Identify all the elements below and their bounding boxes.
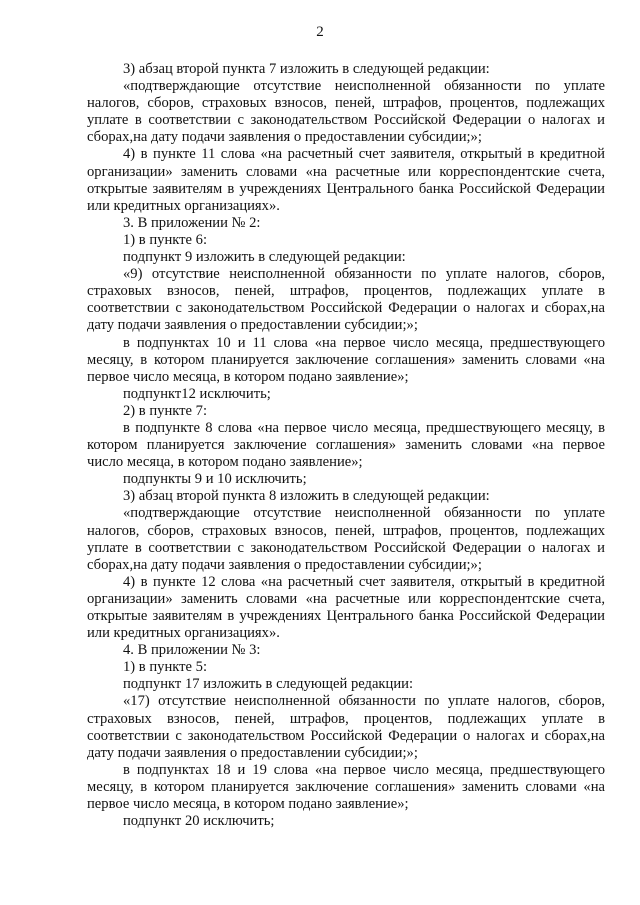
paragraph: в подпунктах 10 и 11 слова «на первое число месяца, предшествующего месяцу, в котором планируется заключение соглашения» заменить словами «на первое число месяца, в котором подано заявление»;: [87, 334, 605, 385]
paragraph: подпункт 9 изложить в следующей редакции:: [123, 249, 406, 266]
paragraph: 3) абзац второй пункта 8 изложить в следующей редакции:: [123, 488, 490, 505]
page-number: 2: [316, 24, 324, 40]
paragraph: подпункт 17 изложить в следующей редакции:: [123, 676, 414, 693]
paragraph: 3. В приложении № 2:: [123, 214, 261, 231]
paragraph: 4) в пункте 12 слова «на расчетный счет заявителя, открытый в кредитной организации» заменить словами «на расчетные или корреспондентские счета, открытые заявителям в учреждениях Центрального банка Российской Федерации или кредитных организациях».: [87, 573, 605, 642]
paragraph: 4. В приложении № 3:: [123, 642, 261, 659]
paragraph: «9) отсутствие неисполненной обязанности по уплате налогов, сборов, страховых взносов, пеней, штрафов, процентов, подлежащих уплате в соответствии с законодательством Российской Федерации о налогах и сборах,на дату подачи заявления о предоставлении субсидии;»;: [87, 266, 605, 334]
paragraph: 1) в пункте 5:: [123, 659, 208, 676]
document-body: [87, 61, 605, 830]
paragraph: подпункты 9 и 10 исключить;: [123, 471, 307, 488]
paragraph: «подтверждающие отсутствие неисполненной обязанности по уплате налогов, сборов, страховых взносов, пеней, штрафов, процентов, подлежащих уплате в соответствии с законодательством Российской Федерации о налогах и сборах,на дату подачи заявления о предоставлении субсидии;»;: [87, 78, 605, 146]
paragraph: 4) в пункте 11 слова «на расчетный счет заявителя, открытый в кредитной организации» заменить словами «на расчетные или корреспондентские счета, открытые заявителям в учреждениях Центрального банка Российской Федерации или кредитных организациях».: [87, 146, 605, 214]
paragraph: в подпункте 8 слова «на первое число месяца, предшествующего месяцу, в котором планируется заключение соглашения» заменить словами «на первое число месяца, в котором подано заявление»;: [87, 419, 605, 471]
paragraph: «17) отсутствие неисполненной обязанности по уплате налогов, сборов, страховых взносов, пеней, штрафов, процентов, подлежащих уплате в соответствии с законодательством Российской Федерации о налогах и сборах,на дату подачи заявления о предоставлении субсидии;»;: [87, 693, 605, 761]
paragraph: подпункт12 исключить;: [123, 385, 271, 402]
paragraph: подпункт 20 исключить;: [123, 813, 275, 830]
paragraph: в подпунктах 18 и 19 слова «на первое число месяца, предшествующего месяцу, в котором планируется заключение соглашения» заменить словами «на первое число месяца, в котором подано заявление»;: [87, 761, 605, 813]
paragraph: «подтверждающие отсутствие неисполненной обязанности по уплате налогов, сборов, страховых взносов, пеней, штрафов, процентов, подлежащих уплате в соответствии с законодательством Российской Федерации о налогах и сборах,на дату подачи заявления о предоставлении субсидии;»;: [87, 505, 605, 573]
paragraph: 3) абзац второй пункта 7 изложить в следующей редакции:: [123, 61, 490, 77]
paragraph: 1) в пункте 6:: [123, 231, 208, 248]
paragraph: 2) в пункте 7:: [123, 402, 208, 419]
